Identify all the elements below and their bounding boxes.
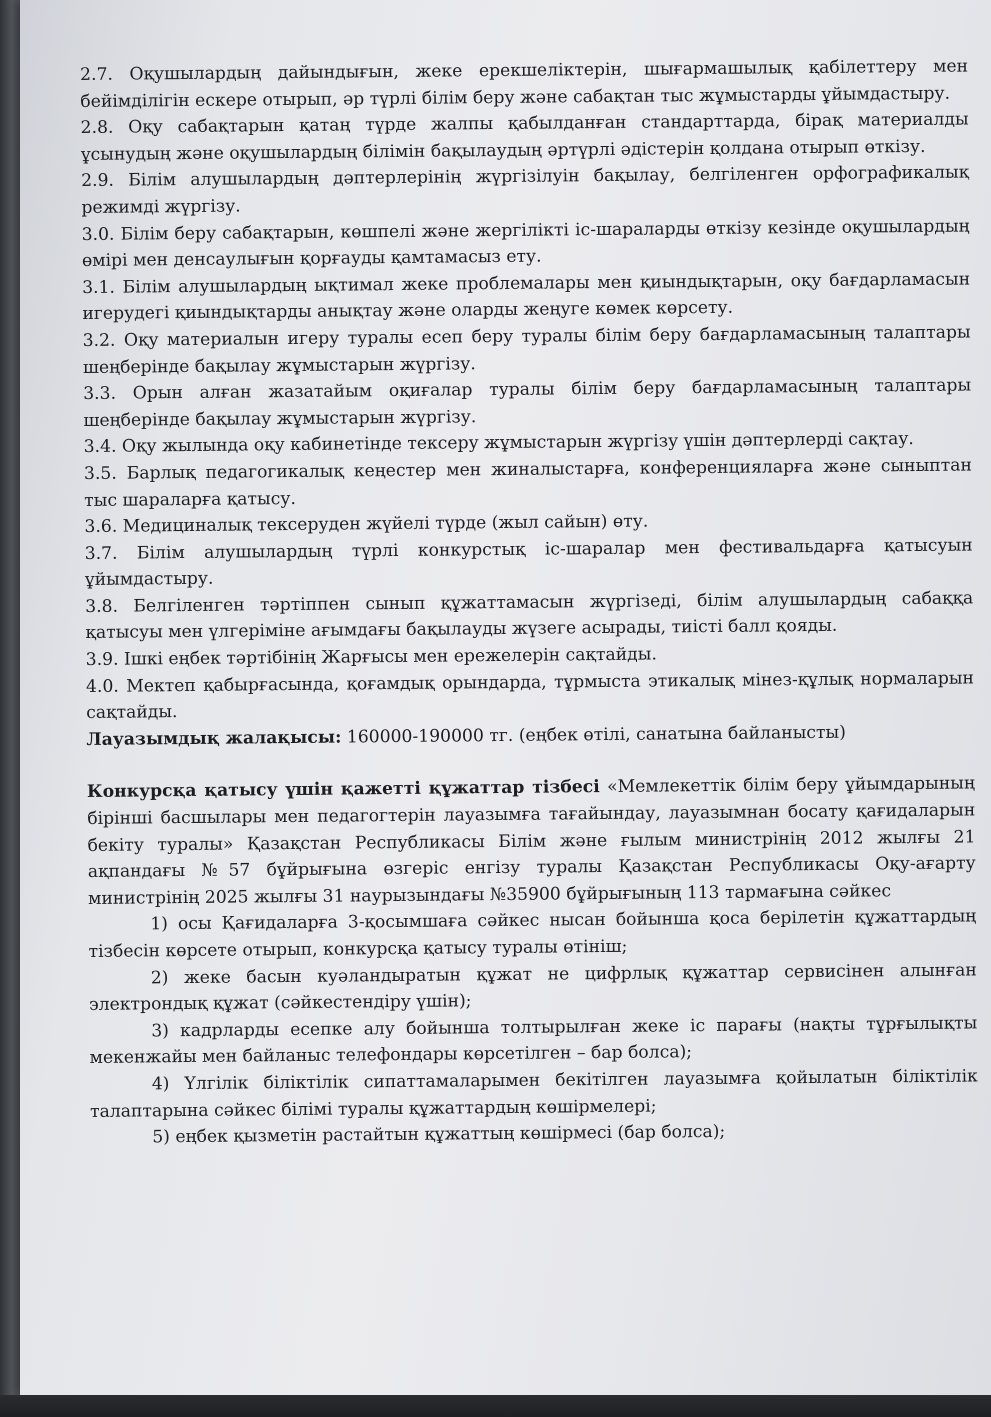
paper-sheet	[20, 0, 991, 1395]
document-item-2: 2) жеке басын куәландыратын құжат не цифрлық құжаттар сервисінен алынған электрондық құжат (сәйкестендіру үшін);	[88, 960, 977, 1016]
paragraph-3-6: 3.6. Медициналық тексеруден жүйелі түрде (жыл сайын) өту.	[84, 511, 649, 538]
paragraph-3-1: 3.1. Білім алушылардың ықтимал жеке проблемалары мен қиындықтарын, оқу бағдарламасын игерудегі қиындықтарды анықтау және оларды жеңуге көмек көрсету.	[82, 269, 971, 325]
paragraph-3-4: 3.4. Оқу жылында оқу кабинетінде тексеру жұмыстарын жүргізу үшін дәптерлерді сақтау.	[83, 429, 914, 458]
paragraph-3-0: 3.0. Білім беру сабақтарын, көшпелі және жергілікті іс-шараларды өткізу кезінде оқушылардың өмірі мен денсаулығын қорғауды қамтамасыз ету.	[81, 216, 970, 272]
document-item-5: 5) еңбек қызметін растайтын құжаттың көшірмесі (бар болса);	[152, 1122, 726, 1148]
table-surface	[0, 1395, 991, 1417]
salary-value: 160000-190000 тг. (еңбек өтілі, санатына байланысты)	[346, 722, 846, 748]
paragraph-3-2: 3.2. Оқу материалын игеру туралы есеп беру туралы білім беру бағдарламасының талаптары шеңберінде бақылау жұмыстарын жүргізу.	[82, 322, 971, 378]
documents-intro-paragraph	[87, 771, 976, 912]
paragraph-4-0: 4.0. Мектеп қабырғасында, қоғамдық орындарда, тұрмыста этикалық мінез-құлық нормаларын сақтайды.	[85, 668, 975, 724]
document-item-1: 1) осы Қағидаларға 3-қосымшаға сәйкес нысан бойынша қоса берілетін құжаттардың тізбесін көрсете отырып, конкурсқа қатысу туралы өтініш;	[88, 906, 977, 962]
paragraph-2-9: 2.9. Білім алушылардың дәптерлерінің жүргізілуін бақылау, белгіленген орфографикалық режимді жүргізу.	[81, 162, 970, 218]
document-body	[80, 53, 980, 1331]
documents-intro: «Мемлекеттік білім беру ұйымдарының бірінші басшылары мен педагогтерін лауазымға тағайындау, лауазымнан босату қағидаларын бекіту туралы» Қазақстан Республикасы Білім және ғылым министрінің 2012 жылғы 21 ақпандағы №57 бұйрығына өзгеріс енгізу туралы Қазақстан Республикасы Оқу-ағарту министрінің 2025 жылғы 31 наурызындағы №35900 бұйрығының 113 тармағына сәйкес	[87, 773, 976, 909]
paragraph-3-7: 3.7. Білім алушылардың түрлі конкурстық іс-шаралар мен фестивальдарға қатысуын ұйымдастыру.	[84, 535, 973, 591]
document-item-3: 3) кадрларды есепке алу бойынша толтырылған жеке іс парағы (нақты тұрғылықты мекенжайы мен байланыс телефондары көрсетілген – бар болса);	[89, 1013, 978, 1069]
paragraph-3-5: 3.5. Барлық педагогикалық кеңестер мен жиналыстарға, конференцияларға және сыныптан тыс шараларға қатысу.	[83, 455, 973, 511]
paragraph-3-8: 3.8. Белгіленген тәртіппен сынып құжаттамасын жүргізеді, білім алушылардың сабаққа қатысуы мен үлгеріміне ағымдағы бақылауды жүзеге асырады, тиісті балл қояды.	[85, 588, 974, 644]
salary-label: Лауазымдық жалақысы:	[86, 727, 342, 750]
paragraph-2-7: 2.7. Оқушылардың дайындығын, жеке ерекшеліктерін, шығармашылық қабілеттеру мен бейімділігін ескере отырып, әр түрлі білім беру және сабақтан тыс жұмыстарды ұйымдастыру.	[80, 56, 969, 112]
paragraph-3-9: 3.9. Ішкі еңбек тәртібінің Жарғысы мен ережелерін сақтайды.	[85, 644, 657, 671]
documents-heading: Конкурсқа қатысу үшін қажетті құжаттар тізбесі	[86, 777, 600, 803]
document-item-4: 4) Үлгілік біліктілік сипаттамаларымен бекітілген лауазымға қойылатын біліктілік талаптарына сәйкес білімі туралы құжаттардың көшірмелері;	[89, 1066, 978, 1122]
paragraph-3-3: 3.3. Орын алған жазатайым оқиғалар туралы білім беру бағдарламасының талаптары шеңберінде бақылау жұмыстарын жүргізу.	[83, 375, 972, 431]
paragraph-2-8: 2.8. Оқу сабақтарын қатаң түрде жалпы қабылданған стандарттарда, бірақ материалды ұсынудың және оқушылардың білімін бақылаудың әртүрлі әдістерін қолдана отырып өткізу.	[80, 109, 969, 165]
